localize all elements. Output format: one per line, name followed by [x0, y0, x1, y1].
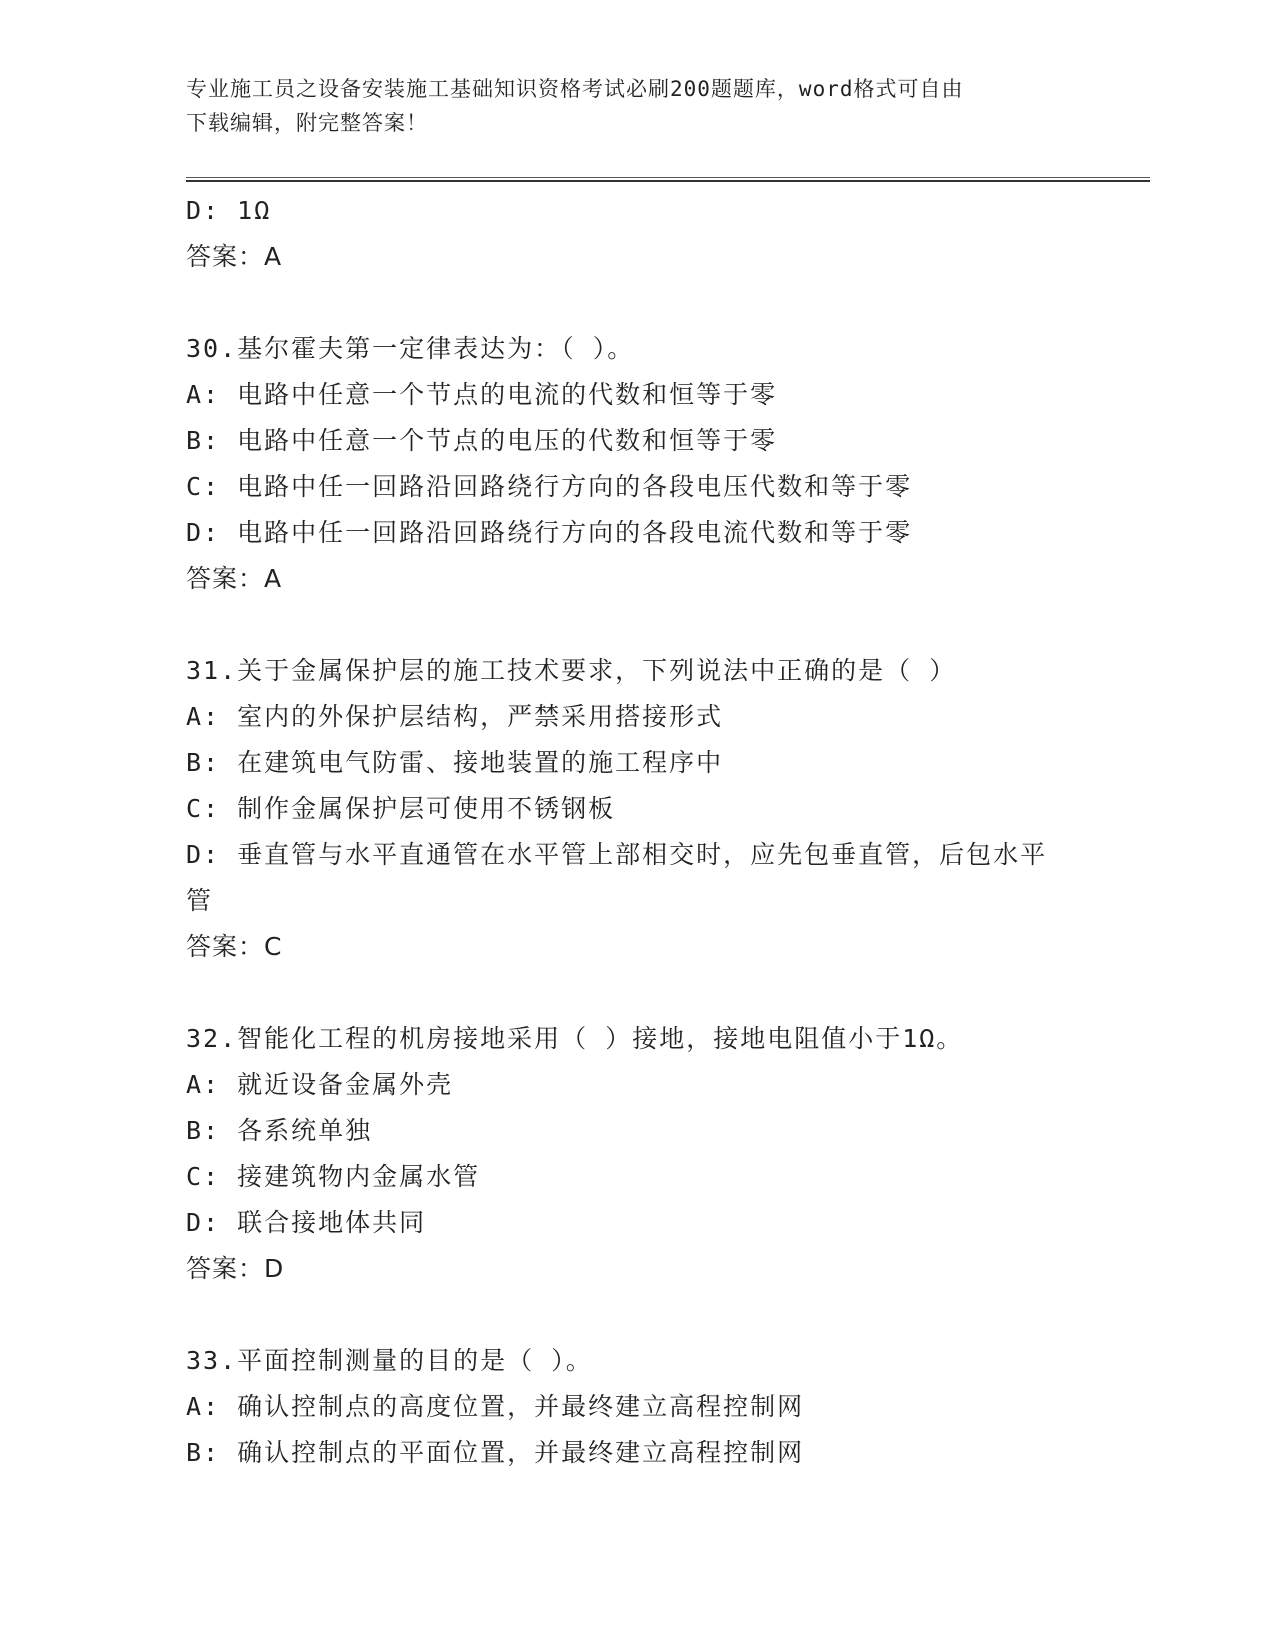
- spacer: [186, 280, 1086, 326]
- option-b: B: 确认控制点的平面位置，并最终建立高程控制网: [186, 1438, 805, 1467]
- prev-answer: 答案：A: [186, 242, 283, 271]
- question-33: [186, 1338, 1086, 1476]
- option-b: B: 各系统单独: [186, 1116, 373, 1145]
- question-32: [186, 1016, 1086, 1292]
- answer: 答案：A: [186, 564, 283, 593]
- question-30: [186, 326, 1086, 602]
- question-31: [186, 648, 1086, 970]
- option-c: C: 电路中任一回路沿回路绕行方向的各段电压代数和等于零: [186, 472, 913, 501]
- answer: 答案：C: [186, 932, 283, 961]
- document-header: [186, 72, 1066, 140]
- option-b: B: 在建筑电气防雷、接地装置的施工程序中: [186, 748, 724, 777]
- option-a: A: 电路中任意一个节点的电流的代数和恒等于零: [186, 380, 778, 409]
- question-content: [186, 188, 1086, 1476]
- option-d: D: 垂直管与水平直通管在水平管上部相交时，应先包垂直管，后包水平管: [186, 840, 1048, 915]
- question-stem: 30.基尔霍夫第一定律表达为：（ ）。: [186, 334, 635, 363]
- spacer: [186, 1292, 1086, 1338]
- question-stem: 32.智能化工程的机房接地采用（ ）接地，接地电阻值小于1Ω。: [186, 1024, 964, 1053]
- option-a: A: 确认控制点的高度位置，并最终建立高程控制网: [186, 1392, 805, 1421]
- header-line-1: 专业施工员之设备安装施工基础知识资格考试必刷200题题库，word格式可自由: [186, 77, 964, 101]
- question-stem: 33.平面控制测量的目的是（ ）。: [186, 1346, 593, 1375]
- answer: 答案：D: [186, 1254, 285, 1283]
- header-divider-thin: [186, 177, 1150, 178]
- prev-option-d: D: 1Ω: [186, 196, 272, 225]
- header-line-2: 下载编辑，附完整答案！: [186, 111, 428, 135]
- spacer: [186, 970, 1086, 1016]
- header-divider-thick: [186, 180, 1150, 182]
- option-c: C: 接建筑物内金属水管: [186, 1162, 481, 1191]
- option-a: A: 就近设备金属外壳: [186, 1070, 454, 1099]
- option-b: B: 电路中任意一个节点的电压的代数和恒等于零: [186, 426, 778, 455]
- option-c: C: 制作金属保护层可使用不锈钢板: [186, 794, 616, 823]
- question-stem: 31.关于金属保护层的施工技术要求，下列说法中正确的是（ ）: [186, 656, 957, 685]
- option-d: D: 电路中任一回路沿回路绕行方向的各段电流代数和等于零: [186, 518, 913, 547]
- spacer: [186, 602, 1086, 648]
- option-d: D: 联合接地体共同: [186, 1208, 427, 1237]
- option-a: A: 室内的外保护层结构，严禁采用搭接形式: [186, 702, 724, 731]
